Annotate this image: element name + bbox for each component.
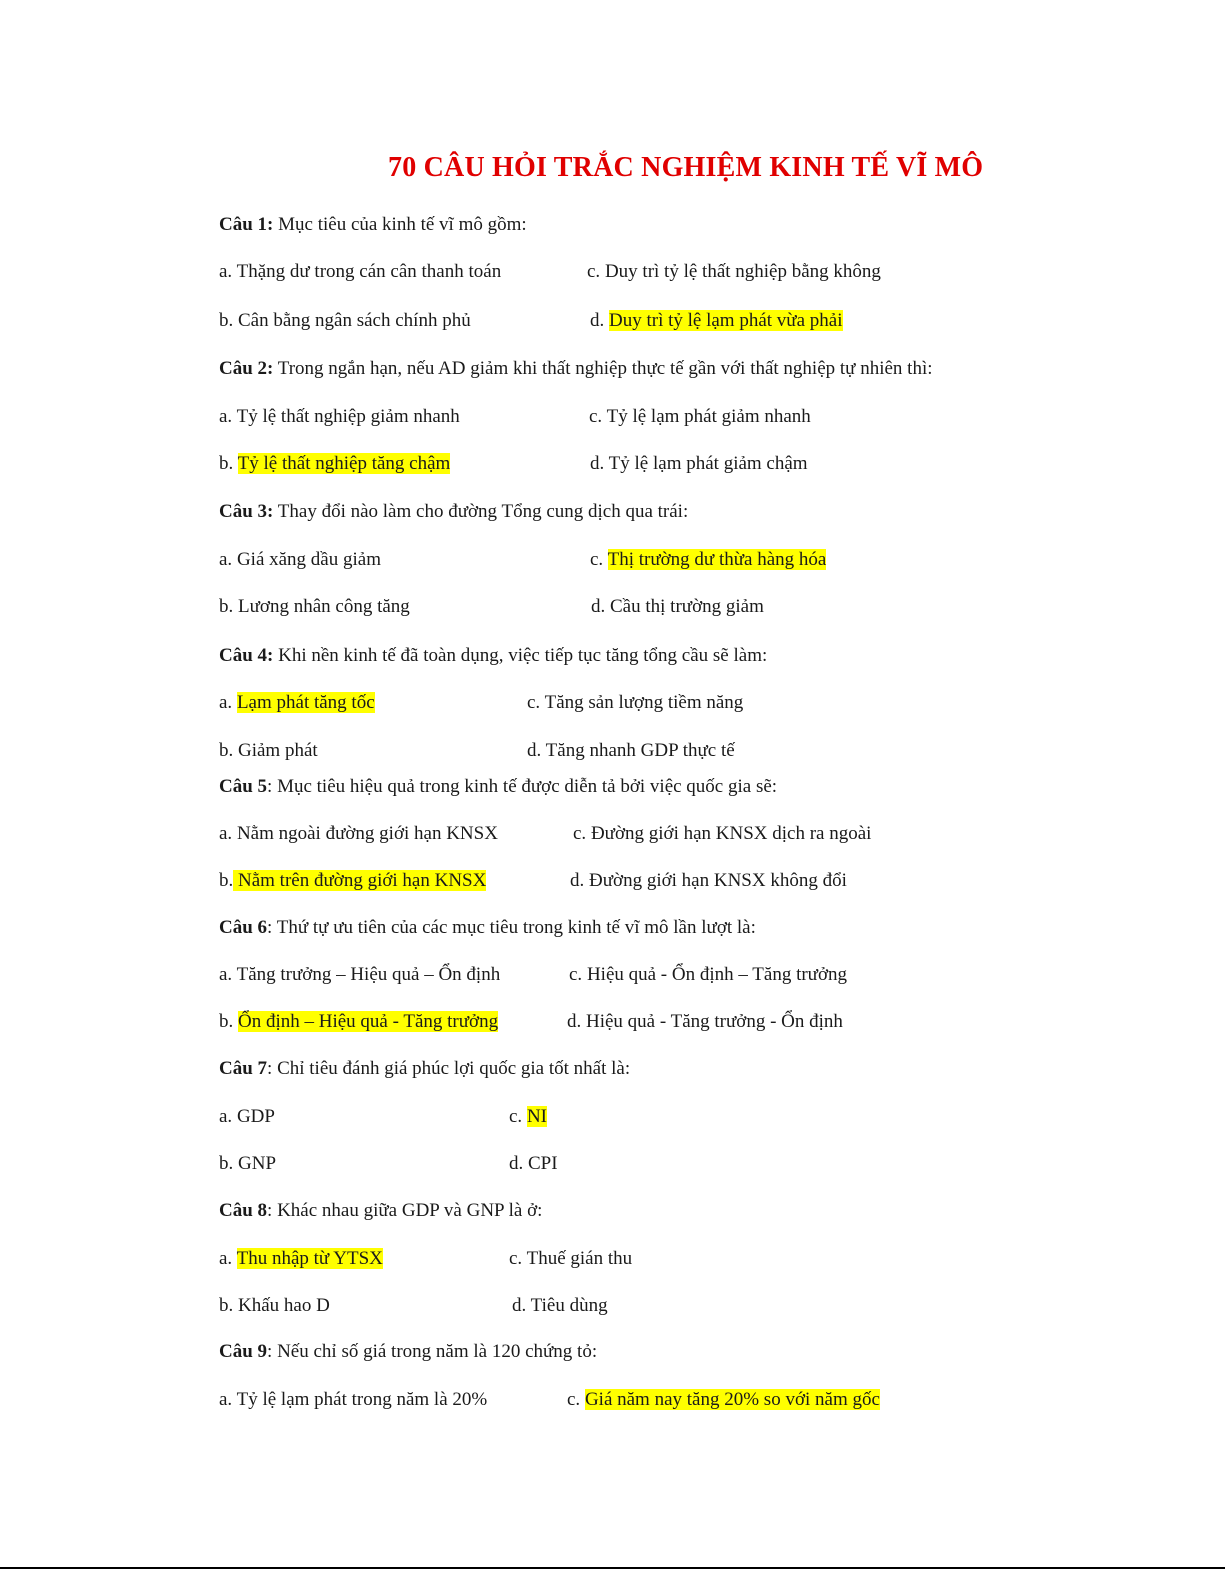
- option-text: Tăng trưởng – Hiệu quả – Ổn định: [236, 964, 501, 985]
- option-prefix: a.: [219, 692, 237, 713]
- question-label: Câu 1:: [219, 214, 274, 235]
- question-text: : Thứ tự ưu tiên của các mục tiêu trong kinh tế vĩ mô lần lượt là:: [267, 917, 756, 938]
- question-2: [219, 357, 933, 381]
- option-7c: [509, 1105, 547, 1129]
- option-text: Nằm ngoài đường giới hạn KNSX: [236, 823, 498, 844]
- option-4a: [219, 691, 375, 715]
- option-prefix: c.: [590, 549, 608, 570]
- option-8a: [219, 1247, 383, 1271]
- question-text: Thay đổi nào làm cho đường Tổng cung dịch qua trái:: [273, 501, 689, 522]
- option-text: CPI: [528, 1153, 558, 1174]
- option-prefix: b.: [219, 453, 238, 474]
- question-5: [219, 775, 777, 799]
- option-prefix: c.: [587, 261, 605, 282]
- option-prefix: b.: [219, 740, 238, 761]
- question-1: [219, 213, 527, 237]
- option-prefix: a.: [219, 1389, 237, 1410]
- option-text-highlighted: Tỷ lệ thất nghiệp tăng chậm: [237, 453, 451, 474]
- question-4: [219, 644, 767, 668]
- option-text-highlighted: Thị trường dư thừa hàng hóa: [607, 549, 827, 570]
- option-7d: [509, 1152, 558, 1176]
- option-text: Tỷ lệ lạm phát giảm nhanh: [606, 406, 811, 427]
- option-prefix: b.: [219, 870, 234, 891]
- question-9: [219, 1340, 597, 1364]
- option-6a: [219, 963, 500, 987]
- option-1a: [219, 260, 501, 284]
- option-prefix: d.: [567, 1011, 586, 1032]
- option-prefix: d.: [527, 740, 546, 761]
- option-1b: [219, 309, 471, 333]
- option-9c: [567, 1388, 880, 1412]
- option-text: Duy trì tỷ lệ thất nghiệp bằng không: [604, 261, 881, 282]
- option-prefix: a.: [219, 261, 237, 282]
- option-8d: [512, 1294, 608, 1318]
- option-4d: [527, 739, 735, 763]
- option-prefix: d.: [590, 310, 609, 331]
- option-text: Giá xăng dầu giảm: [236, 549, 381, 570]
- option-7a: [219, 1105, 275, 1129]
- option-8b: [219, 1294, 330, 1318]
- option-text: Tỷ lệ lạm phát trong năm là 20%: [236, 1389, 488, 1410]
- option-text: Đường giới hạn KNSX dịch ra ngoài: [590, 823, 872, 844]
- option-text: Thặng dư trong cán cân thanh toán: [236, 261, 502, 282]
- option-2d: [590, 452, 808, 476]
- option-5a: [219, 822, 498, 846]
- option-prefix: d.: [509, 1153, 528, 1174]
- option-5d: [570, 869, 847, 893]
- option-text-highlighted: Duy trì tỷ lệ lạm phát vừa phải: [609, 310, 843, 331]
- option-1d: [590, 309, 843, 333]
- option-6c: [569, 963, 847, 987]
- option-2a: [219, 405, 460, 429]
- option-text: Tỷ lệ lạm phát giảm chậm: [608, 453, 808, 474]
- option-text-highlighted: Thu nhập từ YTSX: [236, 1248, 383, 1269]
- question-6: [219, 916, 756, 940]
- option-prefix: a.: [219, 1106, 237, 1127]
- option-1c: [587, 260, 881, 284]
- option-3b: [219, 595, 410, 619]
- question-8: [219, 1199, 542, 1223]
- option-prefix: d.: [570, 870, 589, 891]
- option-3c: [590, 548, 826, 572]
- option-text: Tăng sản lượng tiềm năng: [544, 692, 744, 713]
- option-7b: [219, 1152, 276, 1176]
- option-prefix: d.: [512, 1295, 531, 1316]
- page-title: 70 CÂU HỎI TRẮC NGHIỆM KINH TẾ VĨ MÔ: [388, 152, 984, 183]
- option-3d: [591, 595, 764, 619]
- option-text-highlighted: Lạm phát tăng tốc: [236, 692, 375, 713]
- question-7: [219, 1057, 630, 1081]
- option-text: Tỷ lệ thất nghiệp giảm nhanh: [236, 406, 460, 427]
- option-prefix: a.: [219, 1248, 237, 1269]
- option-text: GNP: [238, 1153, 277, 1174]
- option-prefix: b.: [219, 1295, 238, 1316]
- option-text-highlighted: Ổn định – Hiệu quả - Tăng trưởng: [238, 1011, 499, 1032]
- question-label: Câu 4:: [219, 645, 274, 666]
- question-text: : Chỉ tiêu đánh giá phúc lợi quốc gia tốt nhất là:: [267, 1058, 631, 1079]
- option-text: Khấu hao D: [238, 1295, 330, 1316]
- option-8c: [509, 1247, 632, 1271]
- option-prefix: c.: [589, 406, 607, 427]
- option-text: Tăng nhanh GDP thực tế: [545, 740, 735, 761]
- question-label: Câu 3:: [219, 501, 274, 522]
- option-5b: [219, 869, 486, 893]
- option-prefix: c.: [569, 964, 587, 985]
- option-6b: [219, 1010, 498, 1034]
- option-text: Thuế gián thu: [526, 1248, 633, 1269]
- question-text: Khi nền kinh tế đã toàn dụng, việc tiếp tục tăng tổng cầu sẽ làm:: [273, 645, 768, 666]
- option-text-highlighted: NI: [526, 1106, 547, 1127]
- option-prefix: b.: [219, 596, 238, 617]
- option-prefix: b.: [219, 1011, 238, 1032]
- option-text: Cầu thị trường giảm: [610, 596, 764, 617]
- question-text: Trong ngắn hạn, nếu AD giảm khi thất nghiệp thực tế gần với thất nghiệp tự nhiên thì:: [273, 358, 933, 379]
- option-prefix: d.: [590, 453, 609, 474]
- option-prefix: c.: [509, 1106, 527, 1127]
- option-text-highlighted: Giá năm nay tăng 20% so với năm gốc: [584, 1389, 880, 1410]
- option-prefix: c.: [527, 692, 545, 713]
- question-text: : Khác nhau giữa GDP và GNP là ở:: [267, 1200, 543, 1221]
- option-2c: [589, 405, 811, 429]
- option-prefix: a.: [219, 406, 237, 427]
- option-text-highlighted: Nằm trên đường giới hạn KNSX: [233, 870, 487, 891]
- option-prefix: a.: [219, 964, 237, 985]
- question-text: Mục tiêu của kinh tế vĩ mô gồm:: [273, 214, 527, 235]
- question-label: Câu 6: [219, 917, 268, 938]
- option-prefix: d.: [591, 596, 610, 617]
- option-text: Hiệu quả - Tăng trưởng - Ổn định: [586, 1011, 843, 1032]
- option-4b: [219, 739, 318, 763]
- option-prefix: a.: [219, 823, 237, 844]
- option-text: Cân bằng ngân sách chính phủ: [238, 310, 471, 331]
- option-9a: [219, 1388, 487, 1412]
- question-text: : Mục tiêu hiệu quả trong kinh tế được diễn tả bởi việc quốc gia sẽ:: [267, 776, 778, 797]
- option-text: Hiệu quả - Ổn định – Tăng trưởng: [586, 964, 848, 985]
- question-label: Câu 9: [219, 1341, 268, 1362]
- option-prefix: b.: [219, 310, 238, 331]
- option-prefix: c.: [509, 1248, 527, 1269]
- question-text: : Nếu chỉ số giá trong năm là 120 chứng tỏ:: [267, 1341, 598, 1362]
- option-text: Đường giới hạn KNSX không đổi: [589, 870, 847, 891]
- question-label: Câu 7: [219, 1058, 268, 1079]
- option-3a: [219, 548, 381, 572]
- option-text: GDP: [236, 1106, 275, 1127]
- option-text: Giảm phát: [238, 740, 318, 761]
- option-6d: [567, 1010, 843, 1034]
- question-label: Câu 2:: [219, 358, 274, 379]
- question-3: [219, 500, 688, 524]
- option-text: Tiêu dùng: [530, 1295, 608, 1316]
- page-bottom-border: [0, 1567, 1225, 1569]
- option-5c: [573, 822, 871, 846]
- option-4c: [527, 691, 743, 715]
- option-prefix: a.: [219, 549, 237, 570]
- question-label: Câu 5: [219, 776, 268, 797]
- question-label: Câu 8: [219, 1200, 268, 1221]
- option-2b: [219, 452, 450, 476]
- option-text: Lương nhân công tăng: [238, 596, 410, 617]
- option-prefix: b.: [219, 1153, 238, 1174]
- option-prefix: c.: [567, 1389, 585, 1410]
- option-prefix: c.: [573, 823, 591, 844]
